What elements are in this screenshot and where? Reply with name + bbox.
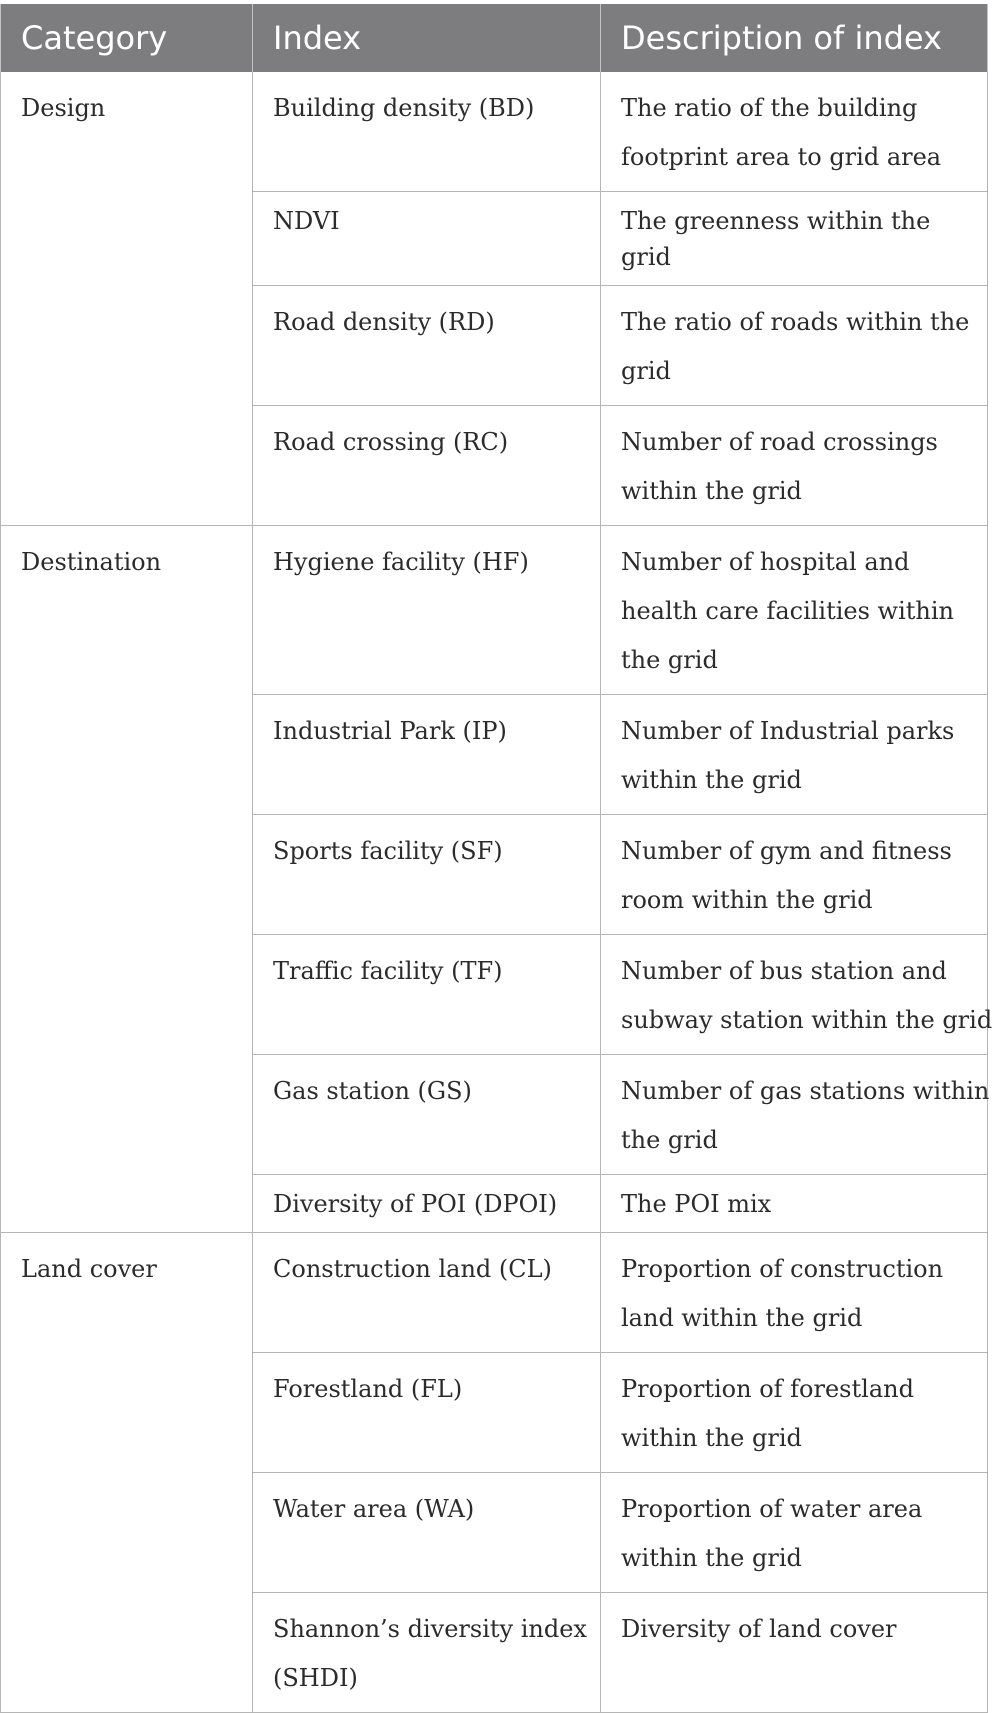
description-cell: Number of gas stations within the grid: [601, 1055, 988, 1175]
index-cell: Water area (WA): [253, 1473, 601, 1593]
index-cell: Road density (RD): [253, 286, 601, 406]
description-cell: Number of gym and fitness room within the grid: [601, 815, 988, 935]
table-row: [1, 526, 988, 695]
index-table: [0, 4, 993, 1713]
description-cell: Proportion of forestland within the grid: [601, 1353, 988, 1473]
description-cell: The ratio of the building footprint area to grid area: [601, 72, 988, 192]
index-cell: Building density (BD): [253, 72, 601, 192]
header-description: Description of index: [601, 4, 988, 72]
description-cell: Proportion of water area within the grid: [601, 1473, 988, 1593]
index-cell: Hygiene facility (HF): [253, 526, 601, 695]
description-cell: Number of road crossings within the grid: [601, 406, 988, 526]
description-cell: Number of bus station and subway station within the grid: [601, 935, 988, 1055]
header-row: [1, 4, 988, 72]
description-cell: The ratio of roads within the grid: [601, 286, 988, 406]
category-cell: Design: [1, 72, 253, 526]
index-cell: Gas station (GS): [253, 1055, 601, 1175]
table-row: [1, 72, 988, 192]
description-cell: Diversity of land cover: [601, 1593, 988, 1713]
category-cell: Destination: [1, 526, 253, 1233]
description-cell: The POI mix: [601, 1175, 988, 1233]
index-cell: Construction land (CL): [253, 1233, 601, 1353]
description-cell: The greenness within the grid: [601, 192, 988, 286]
header-category: Category: [1, 4, 253, 72]
index-cell: Sports facility (SF): [253, 815, 601, 935]
table-body: [1, 72, 993, 1713]
index-cell: Traffic facility (TF): [253, 935, 601, 1055]
header-index: Index: [253, 4, 601, 72]
index-cell: Shannon’s diversity index (SHDI): [253, 1593, 601, 1713]
description-cell: Proportion of construction land within the grid: [601, 1233, 988, 1353]
table-header: [1, 4, 988, 72]
category-cell: Land cover: [1, 1233, 253, 1713]
index-cell: NDVI: [253, 192, 601, 286]
description-cell: Number of hospital and health care facilities within the grid: [601, 526, 988, 695]
index-cell: Industrial Park (IP): [253, 695, 601, 815]
description-cell: Number of Industrial parks within the grid: [601, 695, 988, 815]
table-row: [1, 1233, 988, 1353]
index-cell: Road crossing (RC): [253, 406, 601, 526]
index-cell: Diversity of POI (DPOI): [253, 1175, 601, 1233]
index-cell: Forestland (FL): [253, 1353, 601, 1473]
